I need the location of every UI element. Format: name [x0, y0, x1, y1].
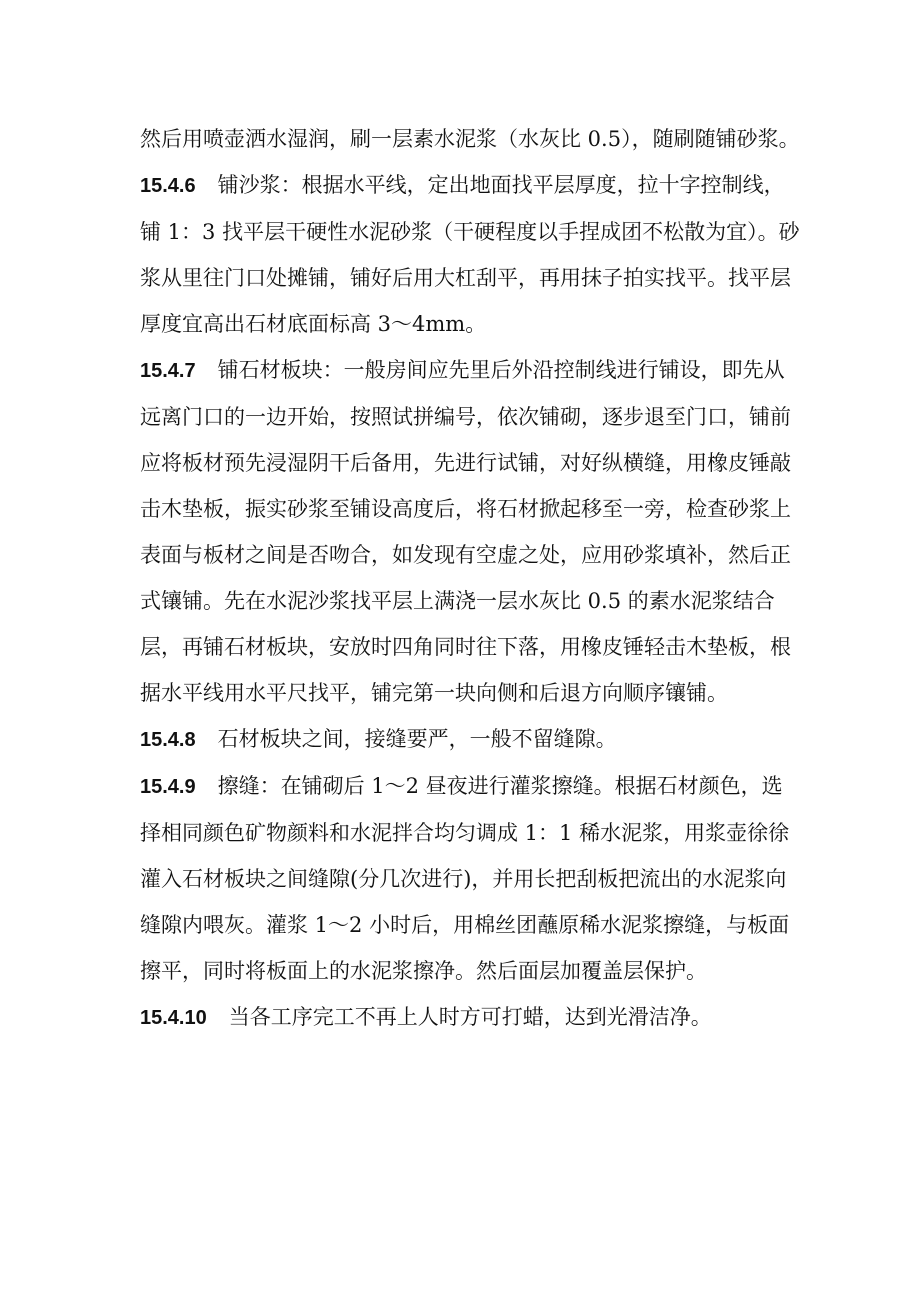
paragraph-text: 铺沙浆：根据水平线，定出地面找平层厚度，拉十字控制线，铺 1：3 找平层干硬性水泥砂浆（干硬程度以手捏成团不松散为宜）。砂浆从里往门口处摊铺，铺好后用大杠刮平，再用抹子拍实找平。找平层厚度宜高出石材底面标高 3～4mm。 — [140, 173, 800, 336]
paragraph-text: 然后用喷壶洒水湿润，刷一层素水泥浆（水灰比 0.5），随刷随铺砂浆。 — [140, 127, 800, 151]
paragraph-text: 铺石材板块：一般房间应先里后外沿控制线进行铺设，即先从远离门口的一边开始，按照试拼编号，依次铺砌，逐步退至门口，铺前应将板材预先浸湿阴干后备用，先进行试铺，对好纵横缝，用橡皮锤敲击木垫板，振实砂浆至铺设高度后，将石材掀起移至一旁，检查砂浆上表面与板材之间是否吻合，如发现有空虚之处，应用砂浆填补，然后正式镶铺。先在水泥沙浆找平层上满浇一层水灰比 0.5 的素水泥浆结合层，再铺石材板块，安放时四角同时往下落，用橡皮锤轻击木垫板，根据水平线用水平尺找平，铺完第一块向侧和后退方向顺序镶铺。 — [140, 358, 791, 705]
paragraph-15-4-9 — [140, 763, 800, 994]
section-number: 15.4.7 — [140, 360, 196, 382]
paragraph-text: 当各工序完工不再上人时方可打蜡，达到光滑洁净。 — [228, 1005, 712, 1029]
paragraph-15-4-7 — [140, 347, 800, 716]
paragraph-15-4-6 — [140, 162, 800, 347]
section-number: 15.4.10 — [140, 1007, 207, 1029]
paragraph-15-4-8 — [140, 716, 800, 763]
section-number: 15.4.9 — [140, 776, 196, 798]
paragraph-15-4-10 — [140, 994, 800, 1041]
paragraph-continued — [140, 116, 800, 162]
section-number: 15.4.8 — [140, 729, 196, 751]
document-body — [140, 116, 800, 1041]
paragraph-text: 擦缝：在铺砌后 1～2 昼夜进行灌浆擦缝。根据石材颜色，选择相同颜色矿物颜料和水泥拌合均匀调成 1：1 稀水泥浆，用浆壶徐徐灌入石材板块之间缝隙(分几次进行)，并用长把刮板把流出的水泥浆向缝隙内喂灰。灌浆 1～2 小时后，用棉丝团蘸原稀水泥浆擦缝，与板面擦平，同时将板面上的水泥浆擦净。然后面层加覆盖层保护。 — [140, 774, 790, 983]
paragraph-text: 石材板块之间，接缝要严，一般不留缝隙。 — [217, 727, 617, 751]
section-number: 15.4.6 — [140, 175, 196, 197]
